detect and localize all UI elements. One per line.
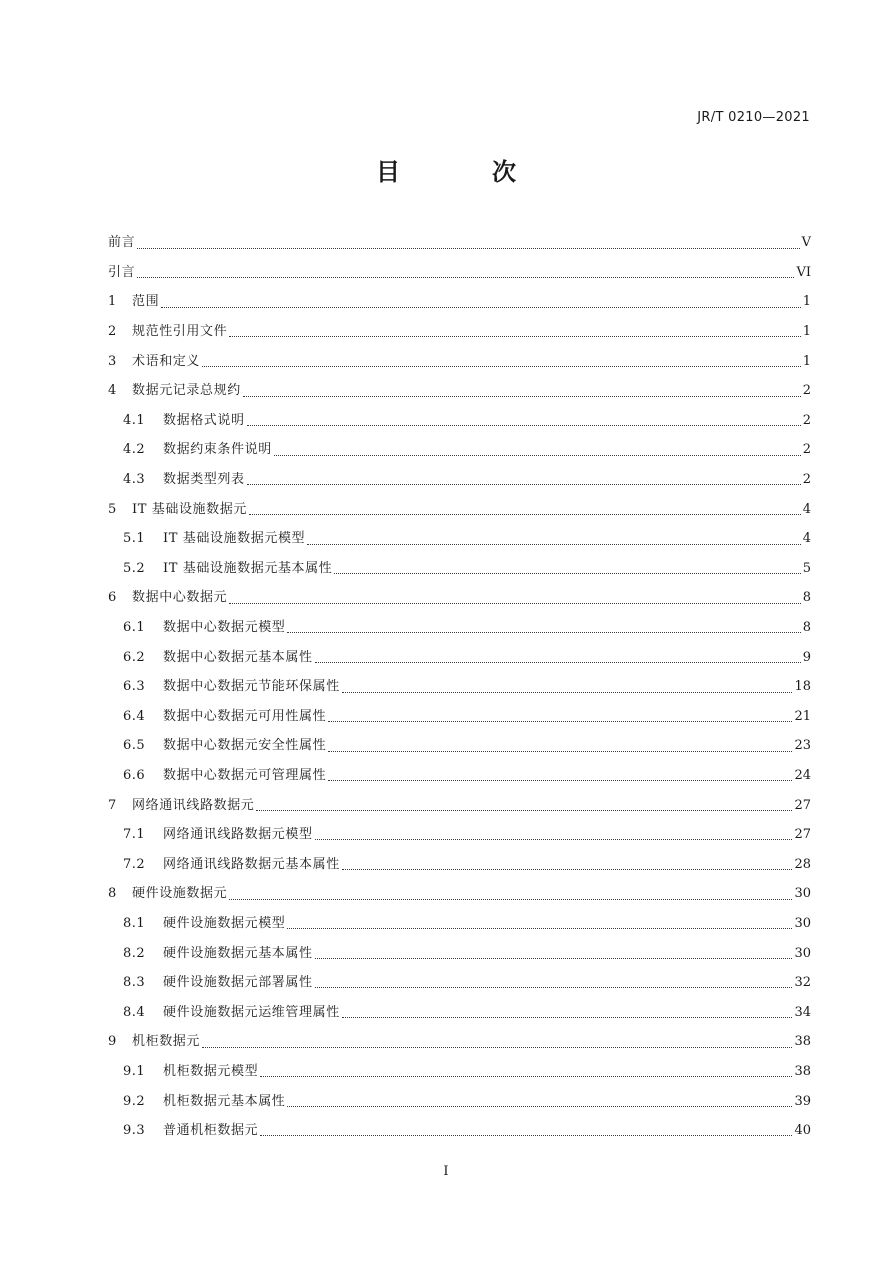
toc-dot-leader — [328, 779, 792, 781]
toc-entry-page: 4 — [802, 501, 811, 517]
toc-dot-leader — [229, 602, 801, 604]
toc-entry-page: 9 — [802, 649, 811, 665]
toc-entry-page: 8 — [802, 590, 811, 606]
toc-entry-number: 6.1 — [123, 620, 146, 636]
toc-entry-title: 数据中心数据元模型 — [163, 620, 286, 636]
toc-dot-leader — [328, 720, 792, 722]
toc-entry-number: 7.2 — [123, 856, 146, 872]
toc-dot-leader — [161, 306, 801, 308]
toc-entry-number: 6 — [108, 590, 117, 606]
toc-dot-leader — [342, 1016, 793, 1018]
toc-section-entry[interactable] — [108, 790, 811, 820]
page-number: I — [443, 1164, 449, 1179]
toc-section-entry[interactable] — [108, 258, 811, 288]
toc-entry-page: 2 — [802, 412, 811, 428]
toc-entry-page: 4 — [802, 531, 811, 547]
toc-entry-page: 32 — [794, 975, 811, 991]
toc-subsection-entry[interactable] — [108, 435, 811, 465]
toc-subsection-entry[interactable] — [108, 702, 811, 732]
toc-subsection-entry[interactable] — [108, 761, 811, 791]
toc-entry-page: VI — [796, 264, 811, 280]
toc-dot-leader — [247, 424, 801, 426]
toc-dot-leader — [328, 750, 792, 752]
toc-entry-page: 2 — [802, 472, 811, 488]
toc-entry-page: 18 — [794, 679, 811, 695]
toc-entry-page: 27 — [794, 797, 811, 813]
toc-entry-title: 数据中心数据元基本属性 — [163, 649, 313, 665]
toc-entry-page: 5 — [802, 560, 811, 576]
toc-entry-page: 38 — [794, 1063, 811, 1079]
toc-entry-title: 数据中心数据元可用性属性 — [163, 708, 327, 724]
toc-dot-leader — [256, 809, 792, 811]
toc-entry-page: 34 — [794, 1004, 811, 1020]
toc-entry-title: IT 基础设施数据元 — [132, 501, 247, 517]
toc-entry-number: 4.3 — [123, 472, 146, 488]
toc-dot-leader — [260, 1075, 792, 1077]
toc-entry-number: 6.5 — [123, 738, 146, 754]
toc-entry-number: 7 — [108, 797, 117, 813]
toc-entry-page: 30 — [794, 915, 811, 931]
toc-subsection-entry[interactable] — [108, 613, 811, 643]
toc-entry-title: IT 基础设施数据元模型 — [163, 531, 306, 547]
toc-subsection-entry[interactable] — [108, 820, 811, 850]
toc-entry-number: 8.1 — [123, 915, 146, 931]
toc-section-entry[interactable] — [108, 317, 811, 347]
toc-entry-number: 8.4 — [123, 1004, 146, 1020]
toc-entry-page: 1 — [802, 353, 811, 369]
toc-entry-title: 术语和定义 — [132, 353, 201, 369]
toc-dot-leader — [137, 247, 799, 249]
toc-section-entry[interactable] — [108, 1027, 811, 1057]
toc-dot-leader — [287, 631, 800, 633]
toc-subsection-entry[interactable] — [108, 997, 811, 1027]
toc-dot-leader — [315, 986, 793, 988]
toc-section-entry[interactable] — [108, 346, 811, 376]
toc-dot-leader — [334, 572, 800, 574]
toc-entry-page: 1 — [802, 294, 811, 310]
toc-entry-title: IT 基础设施数据元基本属性 — [163, 560, 333, 576]
toc-entry-page: 39 — [794, 1093, 811, 1109]
toc-entry-number: 6.6 — [123, 767, 146, 783]
toc-entry-number: 8.3 — [123, 975, 146, 991]
toc-subsection-entry[interactable] — [108, 938, 811, 968]
toc-entry-title: 数据中心数据元安全性属性 — [163, 738, 327, 754]
toc-entry-page: 38 — [794, 1034, 811, 1050]
toc-subsection-entry[interactable] — [108, 909, 811, 939]
toc-entry-page: 21 — [794, 708, 811, 724]
table-of-contents — [108, 228, 811, 1145]
toc-entry-number: 2 — [108, 324, 117, 340]
toc-entry-page: 8 — [802, 620, 811, 636]
toc-entry-title: 规范性引用文件 — [132, 324, 228, 340]
toc-entry-number: 9.3 — [123, 1123, 146, 1139]
toc-subsection-entry[interactable] — [108, 849, 811, 879]
toc-dot-leader — [249, 513, 801, 515]
toc-dot-leader — [315, 838, 793, 840]
toc-entry-number: 9.2 — [123, 1093, 146, 1109]
toc-entry-number: 5 — [108, 501, 117, 517]
toc-section-entry[interactable] — [108, 287, 811, 317]
toc-entry-number: 8 — [108, 886, 117, 902]
toc-dot-leader — [274, 454, 801, 456]
toc-dot-leader — [243, 395, 801, 397]
toc-entry-number: 5.2 — [123, 560, 146, 576]
toc-entry-number: 4.2 — [123, 442, 146, 458]
toc-section-entry[interactable] — [108, 494, 811, 524]
toc-dot-leader — [202, 365, 801, 367]
toc-subsection-entry[interactable] — [108, 1057, 811, 1087]
toc-entry-title: 机柜数据元基本属性 — [163, 1093, 286, 1109]
toc-dot-leader — [229, 898, 792, 900]
toc-entry-title: 网络通讯线路数据元模型 — [163, 827, 313, 843]
toc-entry-number: 9 — [108, 1034, 117, 1050]
toc-entry-title: 数据格式说明 — [163, 412, 245, 428]
toc-entry-number: 4.1 — [123, 412, 146, 428]
toc-entry-title: 硬件设施数据元模型 — [163, 915, 286, 931]
toc-subsection-entry[interactable] — [108, 1086, 811, 1116]
toc-dot-leader — [260, 1134, 792, 1136]
toc-subsection-entry[interactable] — [108, 465, 811, 495]
standard-code-header: JR/T 0210—2021 — [697, 110, 810, 125]
toc-entry-number: 3 — [108, 353, 117, 369]
toc-entry-title: 机柜数据元 — [132, 1034, 201, 1050]
toc-entry-page: 27 — [794, 827, 811, 843]
toc-entry-number: 5.1 — [123, 531, 146, 547]
toc-section-entry[interactable] — [108, 228, 811, 258]
toc-subsection-entry[interactable] — [108, 554, 811, 584]
toc-subsection-entry[interactable] — [108, 968, 811, 998]
toc-dot-leader — [315, 661, 801, 663]
toc-dot-leader — [342, 868, 793, 870]
toc-section-entry[interactable] — [108, 879, 811, 909]
toc-entry-title: 机柜数据元模型 — [163, 1063, 259, 1079]
toc-dot-leader — [287, 927, 792, 929]
toc-entry-number: 4 — [108, 383, 117, 399]
toc-entry-page: 28 — [794, 856, 811, 872]
toc-entry-title: 数据中心数据元 — [132, 590, 228, 606]
toc-entry-title: 硬件设施数据元 — [132, 886, 228, 902]
toc-entry-page: 2 — [802, 442, 811, 458]
toc-entry-title: 网络通讯线路数据元 — [132, 797, 255, 813]
toc-entry-number: 6.2 — [123, 649, 146, 665]
toc-dot-leader — [202, 1046, 792, 1048]
toc-entry-page: 1 — [802, 324, 811, 340]
toc-dot-leader — [307, 543, 801, 545]
toc-section-entry[interactable] — [108, 583, 811, 613]
toc-entry-title: 普通机柜数据元 — [163, 1123, 259, 1139]
toc-entry-title: 范围 — [132, 294, 160, 310]
toc-section-entry[interactable] — [108, 376, 811, 406]
toc-entry-page: 30 — [794, 886, 811, 902]
toc-dot-leader — [229, 335, 801, 337]
toc-subsection-entry[interactable] — [108, 524, 811, 554]
toc-entry-page: 30 — [794, 945, 811, 961]
page-title: 目 次 — [376, 158, 550, 186]
toc-entry-title: 数据元记录总规约 — [132, 383, 241, 399]
toc-entry-title: 数据类型列表 — [163, 472, 245, 488]
toc-subsection-entry[interactable] — [108, 731, 811, 761]
toc-entry-title: 数据约束条件说明 — [163, 442, 272, 458]
toc-entry-number: 6.4 — [123, 708, 146, 724]
toc-entry-page: 23 — [794, 738, 811, 754]
toc-entry-title: 数据中心数据元可管理属性 — [163, 767, 327, 783]
toc-entry-number: 1 — [108, 294, 117, 310]
toc-entry-title: 硬件设施数据元部署属性 — [163, 975, 313, 991]
toc-entry-title: 数据中心数据元节能环保属性 — [163, 679, 340, 695]
toc-subsection-entry[interactable] — [108, 642, 811, 672]
toc-dot-leader — [315, 957, 793, 959]
toc-entry-number: 8.2 — [123, 945, 146, 961]
toc-entry-page: 24 — [794, 767, 811, 783]
toc-entry-number: 6.3 — [123, 679, 146, 695]
toc-subsection-entry[interactable] — [108, 1116, 811, 1146]
toc-entry-page: 40 — [794, 1123, 811, 1139]
toc-dot-leader — [137, 276, 794, 278]
toc-dot-leader — [342, 691, 793, 693]
toc-entry-title: 网络通讯线路数据元基本属性 — [163, 856, 340, 872]
toc-entry-title: 前言 — [108, 235, 136, 251]
toc-entry-number: 9.1 — [123, 1063, 146, 1079]
toc-entry-number: 7.1 — [123, 827, 146, 843]
toc-dot-leader — [247, 483, 801, 485]
toc-entry-page: V — [801, 235, 811, 251]
toc-entry-title: 引言 — [108, 264, 136, 280]
toc-subsection-entry[interactable] — [108, 406, 811, 436]
toc-dot-leader — [287, 1105, 792, 1107]
toc-subsection-entry[interactable] — [108, 672, 811, 702]
toc-entry-page: 2 — [802, 383, 811, 399]
toc-entry-title: 硬件设施数据元基本属性 — [163, 945, 313, 961]
toc-entry-title: 硬件设施数据元运维管理属性 — [163, 1004, 340, 1020]
